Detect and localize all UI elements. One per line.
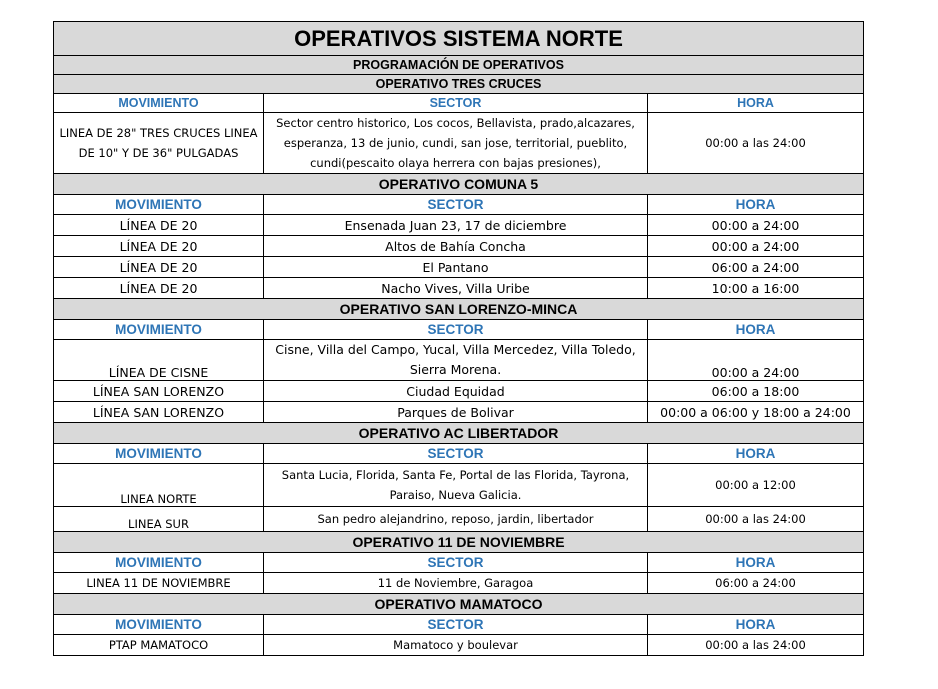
cell-hora: 00:00 a las 24:00: [648, 113, 864, 174]
subtitle-row: [54, 56, 864, 75]
header-sector: SECTOR: [264, 444, 648, 464]
cell-sector: El Pantano: [264, 257, 648, 278]
cell-hora: 06:00 a 24:00: [648, 573, 864, 594]
table-row: [54, 215, 864, 236]
table-row: [54, 236, 864, 257]
cell-hora: 00:00 a 24:00: [648, 340, 864, 381]
cell-movimiento: PTAP MAMATOCO: [54, 635, 264, 656]
page-subtitle: PROGRAMACIÓN DE OPERATIVOS: [54, 56, 864, 75]
table-row: [54, 573, 864, 594]
header-hora: HORA: [648, 94, 864, 113]
page-title: OPERATIVOS SISTEMA NORTE: [54, 22, 864, 56]
operativos-table: [53, 21, 864, 656]
cell-movimiento: LÍNEA SAN LORENZO: [54, 381, 264, 402]
table-row: [54, 402, 864, 423]
section-title-tres-cruces: OPERATIVO TRES CRUCES: [54, 75, 864, 94]
cell-sector: Altos de Bahía Concha: [264, 236, 648, 257]
cell-sector: Santa Lucia, Florida, Santa Fe, Portal de las Florida, Tayrona, Paraiso, Nueva Galicia.: [264, 464, 648, 507]
header-movimiento: MOVIMIENTO: [54, 94, 264, 113]
cell-hora: 06:00 a 18:00: [648, 381, 864, 402]
cell-hora: 00:00 a las 24:00: [648, 635, 864, 656]
cell-sector: 11 de Noviembre, Garagoa: [264, 573, 648, 594]
table-row: [54, 464, 864, 507]
header-sector: SECTOR: [264, 615, 648, 635]
cell-movimiento: LÍNEA SAN LORENZO: [54, 402, 264, 423]
cell-movimiento: LÍNEA DE 20: [54, 236, 264, 257]
section-title-comuna-5: OPERATIVO COMUNA 5: [54, 174, 864, 195]
table-row: [54, 340, 864, 381]
header-hora: HORA: [648, 320, 864, 340]
table-row: [54, 113, 864, 174]
header-sector: SECTOR: [264, 195, 648, 215]
cell-sector: Nacho Vives, Villa Uribe: [264, 278, 648, 299]
cell-sector: Sector centro historico, Los cocos, Bellavista, prado,alcazares, esperanza, 13 de junio, cundi, san jose, territorial, pueblito, cundi(pescaito olaya herrera con bajas presiones),: [264, 113, 648, 174]
title-row: [54, 22, 864, 56]
cell-hora: 00:00 a las 24:00: [648, 507, 864, 532]
header-hora: HORA: [648, 553, 864, 573]
header-sector: SECTOR: [264, 94, 648, 113]
cell-movimiento: LÍNEA DE 20: [54, 278, 264, 299]
cell-sector: Ciudad Equidad: [264, 381, 648, 402]
cell-movimiento: LINEA NORTE: [54, 464, 264, 507]
table-row: [54, 381, 864, 402]
cell-hora: 00:00 a 24:00: [648, 236, 864, 257]
cell-hora: 06:00 a 24:00: [648, 257, 864, 278]
header-row: [54, 320, 864, 340]
cell-movimiento: LINEA DE 28" TRES CRUCES LINEA DE 10" Y DE 36" PULGADAS: [54, 113, 264, 174]
cell-movimiento: LÍNEA DE CISNE: [54, 340, 264, 381]
cell-hora: 00:00 a 24:00: [648, 215, 864, 236]
section-title-san-lorenzo-minca: OPERATIVO SAN LORENZO-MINCA: [54, 299, 864, 320]
header-movimiento: MOVIMIENTO: [54, 195, 264, 215]
header-movimiento: MOVIMIENTO: [54, 615, 264, 635]
cell-movimiento: LÍNEA DE 20: [54, 215, 264, 236]
section-row: [54, 75, 864, 94]
cell-sector: San pedro alejandrino, reposo, jardin, libertador: [264, 507, 648, 532]
section-row: [54, 423, 864, 444]
header-hora: HORA: [648, 444, 864, 464]
table-row: [54, 507, 864, 532]
section-title-mamatoco: OPERATIVO MAMATOCO: [54, 594, 864, 615]
section-row: [54, 594, 864, 615]
cell-movimiento: LÍNEA DE 20: [54, 257, 264, 278]
header-hora: HORA: [648, 615, 864, 635]
header-row: [54, 94, 864, 113]
cell-sector: Cisne, Villa del Campo, Yucal, Villa Mercedez, Villa Toledo, Sierra Morena.: [264, 340, 648, 381]
table-row: [54, 278, 864, 299]
header-row: [54, 553, 864, 573]
cell-hora: 00:00 a 06:00 y 18:00 a 24:00: [648, 402, 864, 423]
section-title-11-de-noviembre: OPERATIVO 11 DE NOVIEMBRE: [54, 532, 864, 553]
section-title-ac-libertador: OPERATIVO AC LIBERTADOR: [54, 423, 864, 444]
cell-sector: Parques de Bolivar: [264, 402, 648, 423]
header-sector: SECTOR: [264, 553, 648, 573]
header-row: [54, 615, 864, 635]
header-sector: SECTOR: [264, 320, 648, 340]
header-movimiento: MOVIMIENTO: [54, 553, 264, 573]
header-movimiento: MOVIMIENTO: [54, 320, 264, 340]
cell-hora: 10:00 a 16:00: [648, 278, 864, 299]
table-row: [54, 257, 864, 278]
header-hora: HORA: [648, 195, 864, 215]
cell-movimiento: LINEA SUR: [54, 507, 264, 532]
header-row: [54, 444, 864, 464]
section-row: [54, 299, 864, 320]
section-row: [54, 532, 864, 553]
cell-sector: Ensenada Juan 23, 17 de diciembre: [264, 215, 648, 236]
section-row: [54, 174, 864, 195]
cell-movimiento: LINEA 11 DE NOVIEMBRE: [54, 573, 264, 594]
table-row: [54, 635, 864, 656]
header-row: [54, 195, 864, 215]
header-movimiento: MOVIMIENTO: [54, 444, 264, 464]
cell-sector: Mamatoco y boulevar: [264, 635, 648, 656]
cell-hora: 00:00 a 12:00: [648, 464, 864, 507]
